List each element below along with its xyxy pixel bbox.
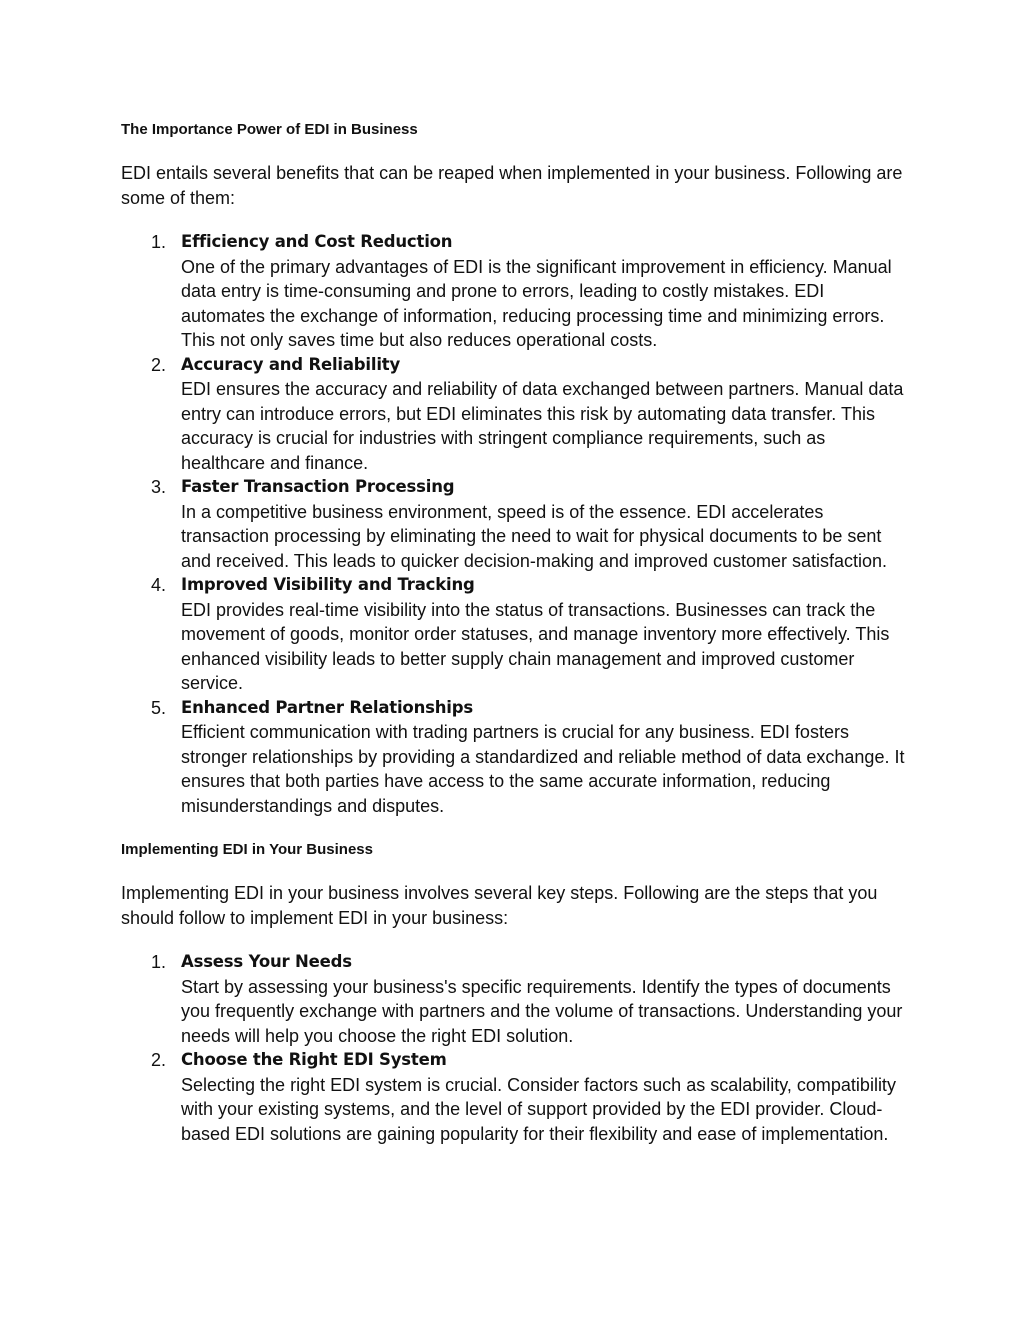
- section-intro-implementing: Implementing EDI in your business involves several key steps. Following are the steps that you should follow to implement EDI in your business:: [121, 883, 878, 928]
- section-heading-importance: The Importance Power of EDI in Business: [121, 121, 418, 138]
- list-item: [121, 230, 911, 353]
- list-item: [121, 696, 911, 819]
- list-item-body: In a competitive business environment, speed is of the essence. EDI accelerates transaction processing by eliminating the need to wait for physical documents to be sent and received. This leads to quicker decision-making and improved customer satisfaction.: [181, 501, 888, 571]
- section-heading-implementing: Implementing EDI in Your Business: [121, 841, 373, 858]
- list-item: [121, 1048, 911, 1146]
- list-item-title: Enhanced Partner Relationships: [181, 697, 473, 717]
- list-item-title: Assess Your Needs: [181, 952, 352, 971]
- steps-list: [121, 950, 911, 1146]
- list-item-title: Choose the Right EDI System: [181, 1050, 447, 1069]
- document-page: [121, 120, 911, 1146]
- list-item-number: 2.: [151, 354, 167, 375]
- list-item-number: 4.: [151, 575, 167, 595]
- list-item-number: 3.: [151, 477, 167, 497]
- list-item-body: Efficient communication with trading partners is crucial for any business. EDI fosters stronger relationships by providing a standardized and reliable method of data exchange. It ensures that both parties have access to the same accurate information, reducing misunderstandings and disputes.: [181, 722, 905, 816]
- list-item: [121, 950, 911, 1048]
- list-item-body: One of the primary advantages of EDI is the significant improvement in efficiency. Manual data entry is time-consuming and prone to errors, leading to costly mistakes. EDI automates the exchange of information, reducing processing time and minimizing errors. This not only saves time but also reduces operational costs.: [181, 256, 892, 350]
- benefits-list: [121, 230, 911, 818]
- list-item: [121, 353, 911, 476]
- list-item-number: 2.: [151, 1050, 167, 1070]
- list-item-body: Start by assessing your business's specific requirements. Identify the types of documents you frequently exchange with partners and the volume of transactions. Understanding your needs will help you choose the right EDI solution.: [181, 976, 903, 1046]
- list-item-number: 1.: [151, 232, 167, 252]
- list-item-body: EDI ensures the accuracy and reliability of data exchanged between partners. Manual data entry can introduce errors, but EDI eliminates this risk by automating data transfer. This accuracy is crucial for industries with stringent compliance requirements, such as healthcare and finance.: [181, 379, 904, 473]
- list-item-title: Accuracy and Reliability: [181, 354, 401, 374]
- section-intro-importance: EDI entails several benefits that can be reaped when implemented in your business. Following are some of them:: [121, 163, 903, 208]
- list-item-title: Faster Transaction Processing: [181, 477, 455, 496]
- list-item-number: 1.: [151, 952, 167, 972]
- list-item-number: 5.: [151, 697, 167, 718]
- list-item-body: EDI provides real-time visibility into the status of transactions. Businesses can track the movement of goods, monitor order statuses, and manage inventory more effectively. This enhanced visibility leads to better supply chain management and improved customer service.: [181, 599, 890, 693]
- list-item-title: Improved Visibility and Tracking: [181, 575, 475, 594]
- list-item-body: Selecting the right EDI system is crucial. Consider factors such as scalability, compatibility with your existing systems, and the level of support provided by the EDI provider. Cloud-based EDI solutions are gaining popularity for their flexibility and ease of implementation.: [181, 1074, 896, 1144]
- list-item: [121, 573, 911, 696]
- list-item-title: Efficiency and Cost Reduction: [181, 232, 453, 251]
- list-item: [121, 475, 911, 573]
